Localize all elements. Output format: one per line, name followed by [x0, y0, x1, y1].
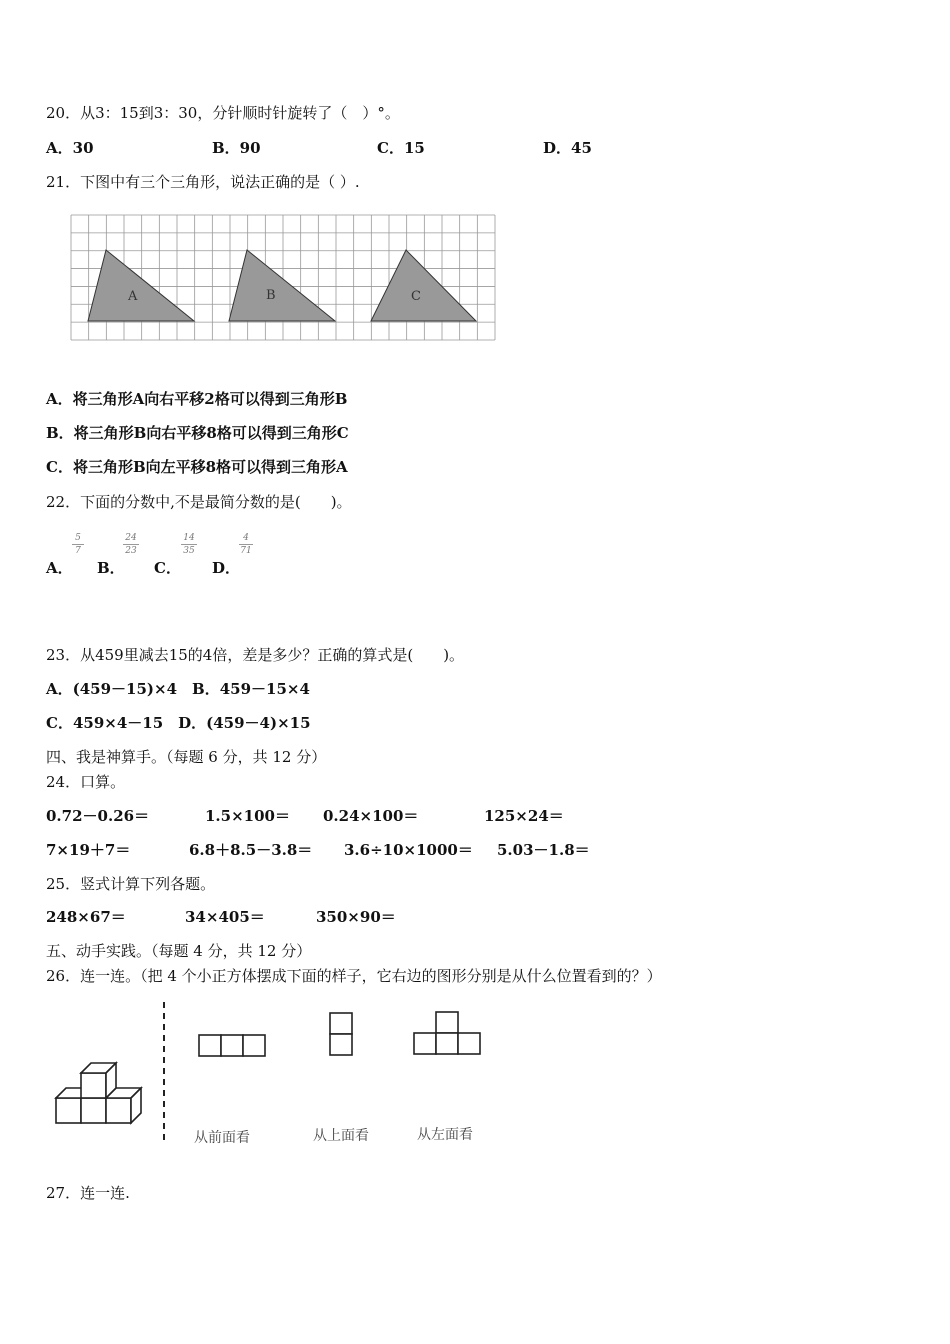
view-label-front: 从前面看: [194, 1130, 250, 1146]
q20-option-a: A．30: [46, 139, 94, 157]
q23-options-line2: C．459×4－15 D．(459－4)×15: [46, 714, 311, 732]
denominator: 71: [240, 546, 252, 556]
q22-stem: 22．下面的分数中,不是最简分数的是( )。: [46, 493, 352, 511]
q24-r2-item1: 7×19＋7＝: [46, 841, 131, 859]
q24-stem: 24．口算。: [46, 773, 126, 791]
view-label-left: 从左面看: [417, 1127, 473, 1143]
denominator: 35: [183, 546, 195, 556]
q24-r1-item2: 1.5×100＝: [205, 807, 290, 825]
q24-r1-item4: 125×24＝: [484, 807, 564, 825]
q22-fraction-a: [72, 533, 84, 556]
triangle-c: [371, 250, 476, 321]
numerator: 14: [183, 533, 195, 543]
q24-r1-item3: 0.24×100＝: [323, 807, 419, 825]
q20-stem: 20．从3：15到3：30，分针顺时针旋转了（ ）°。: [46, 104, 400, 122]
numerator: 5: [75, 533, 81, 543]
q25-stem: 25．竖式计算下列各题。: [46, 875, 216, 893]
denominator: 7: [75, 546, 81, 556]
q25-item3: 350×90＝: [316, 908, 396, 926]
q24-r1-item1: 0.72－0.26＝: [46, 807, 150, 825]
q25-item1: 248×67＝: [46, 908, 126, 926]
triangle-a: [88, 250, 194, 321]
q20-option-b: B．90: [212, 139, 261, 157]
q24-r2-item3: 3.6÷10×1000＝: [344, 841, 473, 859]
q21-option-a: A．将三角形A向右平移2格可以得到三角形B: [46, 390, 348, 408]
triangle-b: [229, 250, 335, 321]
view-label-top: 从上面看: [313, 1128, 369, 1144]
section-5-heading: 五、动手实践。（每题 4 分，共 12 分）: [46, 942, 312, 960]
q24-r2-item2: 6.8＋8.5－3.8＝: [189, 841, 313, 859]
triangle-b-label: B: [266, 288, 276, 303]
section-4-heading: 四、我是神算手。（每题 6 分，共 12 分）: [46, 748, 327, 766]
triangle-c-label: C: [411, 289, 421, 304]
numerator: 24: [125, 533, 137, 543]
q22-option-b-label: B．: [97, 559, 125, 577]
q23-stem: 23．从459里减去15的4倍，差是多少？正确的算式是( )。: [46, 646, 465, 664]
denominator: 23: [125, 546, 137, 556]
q27-stem: 27．连一连.: [46, 1184, 130, 1202]
q20-option-d: D．45: [543, 139, 592, 157]
q22-fraction-d: [239, 533, 253, 556]
q21-option-b: B．将三角形B向右平移8格可以得到三角形C: [46, 424, 349, 442]
q22-option-c-label: C．: [154, 559, 181, 577]
q22-fraction-b: [123, 533, 139, 556]
q25-item2: 34×405＝: [185, 908, 265, 926]
q26-stem: 26．连一连。（把 4 个小正方体摆成下面的样子，它右边的图形分别是从什么位置看到的？）: [46, 967, 662, 985]
q21-option-c: C．将三角形B向左平移8格可以得到三角形A: [46, 458, 348, 476]
q20-option-c: C．15: [377, 139, 425, 157]
triangle-a-label: A: [128, 289, 138, 304]
q24-r2-item4: 5.03－1.8＝: [497, 841, 590, 859]
q22-option-a-label: A．: [46, 559, 73, 577]
numerator: 4: [243, 533, 249, 543]
q22-option-d-label: D．: [212, 559, 241, 577]
q22-fraction-c: [181, 533, 197, 556]
q21-stem: 21．下图中有三个三角形，说法正确的是（ ）.: [46, 173, 360, 191]
triangle-grid-figure: [70, 214, 496, 342]
q23-options-line1: A．(459－15)×4 B．459－15×4: [46, 680, 310, 698]
